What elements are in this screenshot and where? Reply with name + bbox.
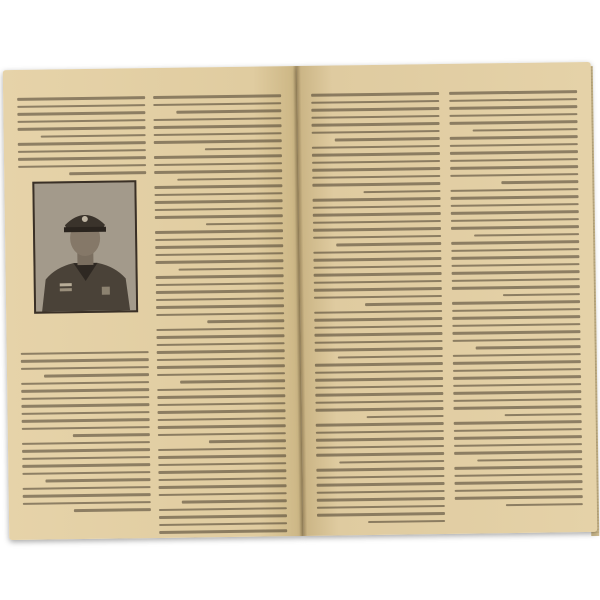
magazine-spread xyxy=(3,62,598,540)
left-page-column-right xyxy=(153,94,287,524)
left-page xyxy=(3,66,304,540)
right-page xyxy=(297,62,598,536)
military-officer-portrait xyxy=(32,180,138,313)
right-page-column-right xyxy=(449,90,583,520)
right-page-column-left xyxy=(311,92,445,522)
